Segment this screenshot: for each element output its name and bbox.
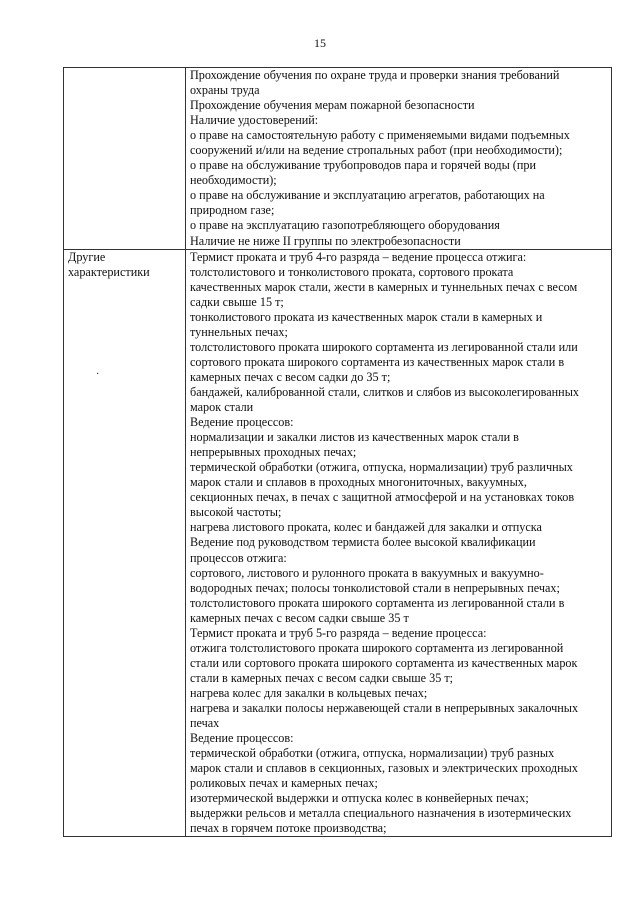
text-line: Наличие удостоверений: (190, 113, 319, 128)
text-line: выдержки рельсов и металла специального назначения в изотермических (190, 806, 572, 821)
text-line: термической обработки (отжига, отпуска, нормализации) труб разных (190, 746, 555, 761)
text-line: секционных печах, в печах с защитной атмосферой и на установках токов (190, 490, 575, 505)
text-line: бандажей, калиброванной стали, слитков и слябов из высоколегированных (190, 384, 579, 399)
text-line: качественных марок стали, жести в камерных и туннельных печах с весом (190, 279, 578, 294)
text-line: нагрева листового проката, колес и бандажей для закалки и отпуска (190, 520, 542, 535)
text-line: Термист проката и труб 5-го разряда – ведение процесса: (190, 625, 487, 640)
text-line: о праве на обслуживание трубопроводов пара и горячей воды (при (190, 158, 536, 173)
text-line: туннельных печах; (190, 324, 288, 339)
text-line: Прохождение обучения по охране труда и проверки знания требований (190, 68, 560, 82)
text-line: отжига толстолистового проката широкого сортамента из легированной (190, 640, 564, 655)
text-line: о праве на самостоятельную работу с применяемыми видами подъемных (190, 128, 570, 143)
text-line: нормализации и закалки листов из качественных марок стали в (190, 430, 519, 445)
text-line: роликовых печах и камерных печах; (190, 776, 378, 791)
table-cell-right (186, 249, 612, 837)
text-line: камерных печах с весом садки до 35 т; (190, 369, 391, 384)
table-cell-left (64, 68, 186, 250)
text-line: марок стали (190, 400, 254, 415)
text-line: печах (190, 716, 220, 731)
text-line: стали в камерных печах с весом садки свыше 35 т; (190, 670, 454, 685)
text-line: термической обработки (отжига, отпуска, нормализации) труб различных (190, 460, 573, 475)
text-line: печах в горячем потоке производства; (190, 821, 387, 836)
text-line: необходимости); (190, 173, 277, 188)
text-line: Прохождение обучения мерам пожарной безопасности (190, 98, 475, 113)
document-table (63, 67, 612, 837)
text-line: Ведение процессов: (190, 415, 294, 430)
text-line: Термист проката и труб 4-го разряда – ведение процесса отжига: (190, 249, 527, 264)
text-line: Ведение процессов: (190, 731, 294, 746)
text-line: марок стали и сплавов в проходных многониточных, вакуумных, (190, 475, 527, 490)
text-line: толстолистового и тонколистового проката, сортового проката (190, 264, 514, 279)
text-line: камерных печах с весом садки свыше 35 т (190, 610, 409, 625)
text-line: нагрева колес для закалки в кольцевых печах; (190, 685, 428, 700)
page-number: 15 (314, 36, 326, 50)
text-line: садки свыше 15 т; (190, 294, 284, 309)
text-line: сортового, листового и рулонного проката в вакуумных и вакуумно- (190, 565, 544, 580)
text-line: высокой частоты; (190, 505, 282, 520)
text-line: о праве на обслуживание и эксплуатацию агрегатов, работающих на (190, 188, 545, 203)
text-line: марок стали и сплавов в секционных, газовых и электрических проходных (190, 761, 578, 776)
text-line: охраны труда (190, 83, 260, 98)
scan-speck: · (96, 369, 100, 380)
text-line: характеристики (68, 264, 150, 279)
text-line: Другие (68, 249, 106, 264)
text-line: стали или сортового проката широкого сортамента из качественных марок (190, 655, 578, 670)
text-line: тонколистового проката из качественных марок стали в камерных и (190, 309, 543, 324)
table-row (64, 68, 612, 250)
text-line: изотермической выдержки и отпуска колес в конвейерных печах; (190, 791, 529, 806)
text-line: толстолистового проката широкого сортамента из легированной стали или (190, 339, 578, 354)
text-line: непрерывных проходных печах; (190, 445, 357, 460)
text-line: процессов отжига: (190, 550, 287, 565)
text-line: сортового проката широкого сортамента из качественных марок стали в (190, 354, 565, 369)
table-row (64, 249, 612, 837)
text-line: толстолистового проката широкого сортамента из легированной стали в (190, 595, 565, 610)
text-line: Ведение под руководством термиста более высокой квалификации (190, 535, 536, 550)
text-line: Наличие не ниже II группы по электробезопасности (190, 233, 461, 248)
text-line: нагрева и закалки полосы нержавеющей стали в непрерывных закалочных (190, 700, 579, 715)
text-line: водородных печах; полосы тонколистовой стали в непрерывных печах; (190, 580, 560, 595)
text-line: сооружений и/или на ведение стропальных работ (при необходимости); (190, 143, 563, 158)
table-cell-left (64, 249, 186, 837)
text-line: о праве на эксплуатацию газопотребляющего оборудования (190, 218, 500, 233)
text-line: природном газе; (190, 203, 275, 218)
table-cell-right (186, 68, 612, 250)
